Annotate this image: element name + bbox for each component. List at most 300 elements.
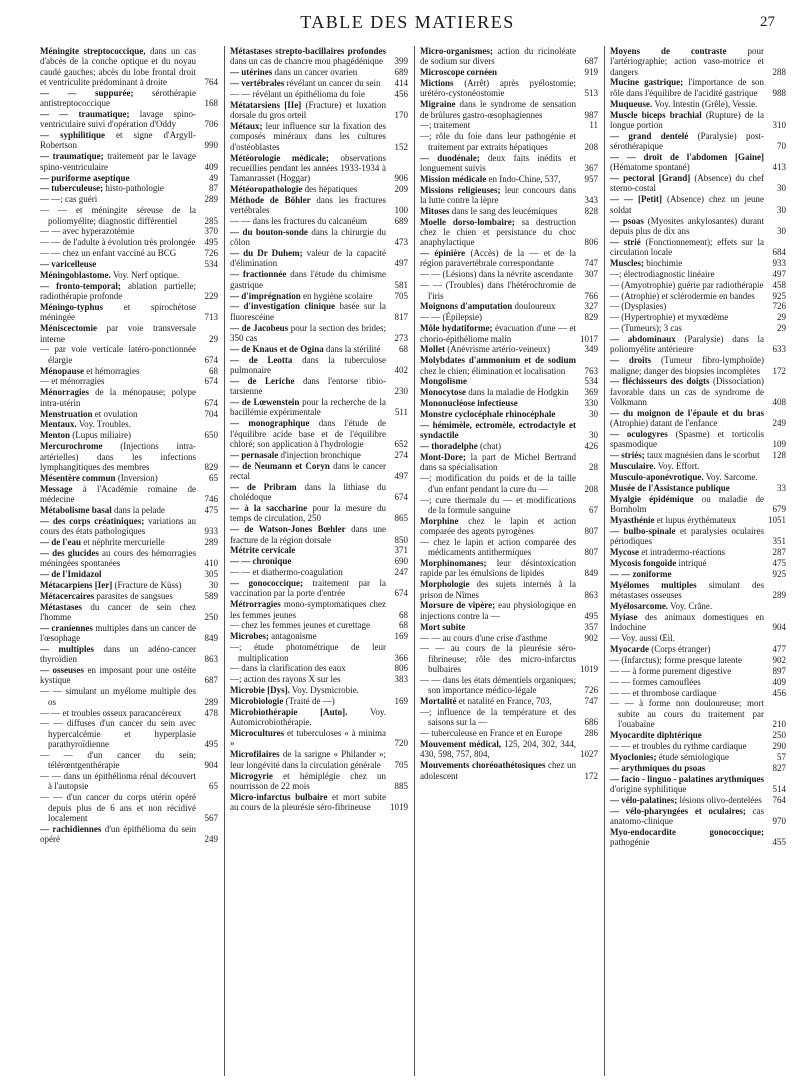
- entry-page-number: 849: [584, 568, 598, 579]
- entry-page-number: 343: [584, 194, 598, 205]
- index-entry: [610, 741, 786, 751]
- entry-headword: — traumatique;: [40, 151, 104, 162]
- entry-text: (Anévrisme artério-veineux): [447, 344, 550, 355]
- entry-page-number: 172: [772, 365, 786, 376]
- entry-page-number: 904: [204, 760, 218, 771]
- index-entry: [610, 323, 786, 333]
- entry-headword: — utérines: [230, 67, 273, 78]
- index-entry: [610, 752, 786, 762]
- entry-page-number: 49: [209, 172, 218, 183]
- entry-headword: — de Leriche: [230, 375, 295, 386]
- index-entry: [230, 503, 408, 524]
- index-entry: [610, 827, 786, 848]
- entry-page-number: 684: [772, 246, 786, 257]
- index-entry: [40, 183, 218, 193]
- entry-headword: — droits: [610, 355, 652, 366]
- entry-page-number: 534: [204, 259, 218, 270]
- entry-page-number: 534: [584, 376, 598, 387]
- index-entry: [610, 580, 786, 601]
- index-entry: [610, 131, 786, 152]
- entry-page-number: 704: [204, 408, 218, 419]
- entry-headword: — — [Petit]: [610, 194, 662, 205]
- index-entry: [610, 795, 786, 805]
- entry-text: action du ricinoléate de sodium sur divers: [420, 46, 576, 67]
- index-entry: [420, 323, 598, 344]
- entry-headword: Mitoses: [420, 205, 450, 216]
- entry-page-number: 28: [589, 462, 598, 473]
- entry-page-number: 513: [584, 88, 598, 99]
- entry-headword: — craniennes: [40, 622, 93, 633]
- entry-headword: — striés;: [610, 450, 645, 461]
- index-entry: [230, 674, 408, 684]
- entry-text: (Paralysie) post-sérothérapique: [610, 130, 765, 152]
- entry-headword: Métacarpiens [Ier]: [40, 579, 113, 590]
- entry-page-number: 456: [772, 687, 786, 698]
- index-entry: [40, 484, 218, 505]
- index-entry: [230, 685, 408, 695]
- index-entry: [420, 760, 598, 781]
- entry-page-number: 128: [772, 450, 786, 461]
- entry-text: et spirochétose méningée: [40, 302, 196, 323]
- index-entry: [610, 601, 786, 611]
- entry-text: lavage spino-ventriculaire suivi d'opération d'Oddy: [40, 108, 197, 130]
- index-entry: [420, 67, 598, 77]
- index-entry: [420, 622, 598, 632]
- index-entry: [610, 291, 786, 301]
- entry-headword: Message: [40, 483, 73, 494]
- entry-page-number: 690: [394, 556, 408, 567]
- entry-headword: Mentaux.: [40, 419, 77, 430]
- entry-page-number: 369: [584, 387, 598, 398]
- entry-headword: Monocytose: [420, 387, 466, 398]
- entry-text: des animaux domestiques en Indochine: [610, 611, 765, 633]
- entry-page-number: 285: [204, 215, 218, 226]
- entry-text: — — révélant un épithélioma du foie: [230, 88, 365, 99]
- entry-headword: — thoradelphe: [420, 441, 478, 452]
- entry-text: — — au cours de la pleurésie séro-fibrineuse; rôle des micro-infarctus bulbaires: [420, 643, 576, 674]
- entry-page-number: 828: [584, 205, 598, 216]
- index-entry: [230, 397, 408, 418]
- entry-page-number: 402: [394, 365, 408, 375]
- index-entry: [40, 323, 218, 344]
- entry-text: — — dans les fractures du calcanéum: [230, 216, 367, 227]
- entry-text: et lupus érythémateux: [656, 515, 737, 526]
- entry-page-number: 885: [394, 780, 408, 791]
- entry-headword: Mouvement médical,: [420, 739, 502, 750]
- column-divider: [414, 46, 415, 1076]
- entry-page-number: 170: [394, 110, 408, 121]
- entry-headword: — du moignon de l'épaule et du bras: [610, 407, 764, 418]
- index-entry: [40, 750, 218, 771]
- entry-page-number: 988: [772, 87, 786, 98]
- index-entry: [230, 461, 408, 482]
- entry-text: au cours des hémorragies méningées spontanées: [40, 547, 197, 569]
- entry-page-number: 495: [204, 237, 218, 248]
- index-entry: [420, 398, 598, 408]
- index-entry: [230, 450, 408, 460]
- index-entry: [40, 409, 218, 419]
- index-entry: [420, 78, 598, 99]
- entry-headword: — pectoral [Grand]: [610, 173, 691, 184]
- entry-text: chez le chien; élimination et localisation: [420, 365, 566, 376]
- entry-page-number: 109: [772, 439, 786, 450]
- index-entry: [610, 763, 786, 773]
- entry-page-number: 289: [204, 696, 218, 707]
- index-entry: [40, 259, 218, 269]
- entry-headword: — gonococcique;: [230, 578, 303, 589]
- index-entry: [40, 248, 218, 258]
- index-column-3: [420, 46, 598, 1076]
- entry-text: histo-pathologie: [105, 183, 164, 194]
- index-entry: [420, 99, 598, 120]
- entry-text: mono-symptomatiques chez les femmes jeunes: [230, 599, 387, 620]
- index-entry: [420, 355, 598, 376]
- page-title: TABLE DES MATIERES: [300, 12, 515, 32]
- entry-page-number: 70: [777, 141, 786, 152]
- entry-text: simulant des métastases osseuses: [610, 579, 764, 601]
- entry-text: dans un adéno-cancer thyroïdien: [40, 644, 196, 665]
- index-entry: [610, 280, 786, 290]
- entry-page-number: 817: [394, 311, 408, 322]
- entry-page-number: 933: [204, 525, 218, 536]
- index-entry: [610, 472, 786, 482]
- entry-page-number: 689: [394, 216, 408, 227]
- entry-text: de la sarigne « Philander »; leur longévité dans la circulation générale: [230, 749, 386, 770]
- entry-text: (Spasme) et torticolis spasmodique: [610, 429, 764, 450]
- entry-text: Voy. Intestin (Grêle), Vessie.: [654, 98, 758, 109]
- entry-page-number: 30: [777, 225, 786, 236]
- entry-page-number: 152: [394, 141, 408, 152]
- entry-text: (Traité de —): [285, 696, 335, 707]
- index-entry: [40, 708, 218, 718]
- entry-headword: Myélosarcome.: [610, 601, 669, 612]
- entry-text: pour la mesure du temps de circulation, 250: [230, 503, 387, 524]
- index-entry: [610, 494, 786, 515]
- entry-headword: — fractionnée: [230, 269, 287, 280]
- entry-text: révélant un cancer du sein: [286, 78, 381, 89]
- index-entry: [610, 612, 786, 633]
- entry-text: dans l'étude du chimisme gastrique: [230, 269, 387, 290]
- entry-page-number: 210: [772, 719, 786, 730]
- entry-headword: — — chronique: [230, 556, 292, 567]
- index-entry: [230, 663, 408, 673]
- index-entry: [230, 771, 408, 792]
- entry-headword: Myiase: [610, 611, 638, 622]
- entry-text: — — (Épilepsie): [420, 312, 482, 323]
- entry-text: et néphrite mercurielle: [83, 536, 165, 547]
- entry-headword: Musculaire.: [610, 461, 656, 472]
- index-entry: [40, 237, 218, 247]
- entry-text: — — et troubles osseux paracancéreux: [40, 707, 182, 718]
- entry-headword: Ménorragies: [40, 387, 89, 398]
- entry-text: eau physiologique en injections contre la —: [420, 600, 577, 621]
- page-header: [40, 10, 775, 40]
- index-entry: [40, 376, 218, 386]
- entry-text: (Absence) chez un jeune soldat: [610, 194, 764, 215]
- entry-headword: Mort subite: [420, 621, 466, 632]
- entry-text: 125, 204, 302, 344, 430, 598, 757, 804,: [420, 739, 576, 760]
- entry-page-number: 497: [394, 258, 408, 269]
- entry-page-number: 633: [772, 344, 786, 355]
- entry-headword: Métaux;: [230, 121, 263, 132]
- entry-page-number: 11: [589, 120, 598, 131]
- entry-headword: — arythmiques du psoas: [610, 762, 706, 773]
- entry-text: Voy. Dysmicrobie.: [291, 685, 359, 696]
- entry-text: — — de l'adulte à évolution très prolongée: [40, 237, 196, 248]
- entry-text: —; électrodiagnostic linéaire: [610, 268, 715, 279]
- index-entry: [420, 495, 598, 516]
- entry-page-number: 287: [772, 547, 786, 558]
- entry-page-number: 366: [394, 652, 408, 663]
- entry-text: — (Infarctus); forme presque latente: [610, 654, 742, 665]
- entry-page-number: 310: [772, 119, 786, 130]
- entry-text: — — (Lésions) dans la névrite ascendante: [420, 269, 573, 280]
- entry-page-number: 367: [584, 162, 598, 173]
- entry-text: sa destruction chez le chien et persistance du choc anaphylactique: [420, 216, 577, 248]
- index-entry: [230, 418, 408, 449]
- index-entry: [40, 130, 218, 151]
- entry-headword: — strié: [610, 236, 641, 247]
- entry-text: ablation partielle; radiothérapie profonde: [40, 280, 196, 302]
- index-entry: [610, 655, 786, 665]
- entry-page-number: 29: [209, 333, 218, 344]
- entry-page-number: 581: [394, 279, 408, 290]
- entry-headword: Myalgie épidémique: [610, 493, 694, 504]
- entry-text: du cancer de sein chez l'homme: [40, 601, 197, 622]
- entry-page-number: 705: [394, 290, 408, 301]
- entry-page-number: 674: [204, 397, 218, 408]
- index-entry: [610, 258, 786, 268]
- index-entry: [40, 686, 218, 707]
- entry-headword: Ménopause: [40, 365, 85, 376]
- entry-headword: Myélomes multiples: [610, 579, 697, 590]
- index-entry: [610, 429, 786, 450]
- entry-page-number: 57: [777, 751, 786, 762]
- entry-headword: — multiples: [40, 644, 95, 654]
- entry-page-number: 399: [394, 56, 408, 67]
- entry-page-number: 970: [772, 815, 786, 826]
- index-entry: [230, 631, 408, 641]
- index-entry: [420, 441, 598, 451]
- entry-text: —; action des rayons X sur les: [230, 674, 341, 685]
- entry-headword: Muscles;: [610, 257, 644, 268]
- entry-headword: — bulbo-spinale: [610, 525, 676, 536]
- column-divider: [604, 46, 605, 1076]
- entry-text: —; influence de la température et des saisons sur la —: [420, 706, 576, 728]
- entry-text: — — à forme non douloureuse; mort subite au cours du traitement par l'ouabaïne: [610, 698, 764, 730]
- entry-headword: Mortalité: [420, 696, 457, 707]
- index-entry: [610, 698, 786, 729]
- entry-page-number: 902: [584, 632, 598, 643]
- entry-text: dans le cancer rectal: [230, 460, 386, 481]
- entry-text: par voie transversale interne: [40, 323, 197, 344]
- entry-page-number: 674: [204, 354, 218, 365]
- index-entry: [610, 633, 786, 643]
- entry-text: — (Amyotrophie) guérie par radiothérapie: [610, 279, 764, 290]
- entry-page-number: 100: [394, 205, 408, 216]
- index-entry: [610, 806, 786, 827]
- entry-text: — — et thrombose cardiaque: [610, 687, 717, 698]
- index-entry: [40, 173, 218, 183]
- entry-page-number: 30: [777, 183, 786, 194]
- entry-text: de la ménopause; polype intra-utérin: [40, 387, 196, 408]
- entry-page-number: 250: [204, 611, 218, 622]
- index-entry: [230, 291, 408, 301]
- entry-text: — tuberculeuse en France et en Europe: [420, 728, 562, 739]
- entry-text: — — chez un enfant vacciné au BCG: [40, 248, 177, 259]
- entry-text: —; modification du poids et de la taille d'un enfant pendant la cure du —: [420, 473, 576, 494]
- entry-page-number: 478: [204, 707, 218, 718]
- index-entry: [230, 323, 408, 344]
- entry-headword: — d'investigation clinique: [230, 301, 336, 312]
- entry-page-number: 30: [589, 409, 598, 420]
- entry-text: antagonisme: [271, 631, 317, 642]
- entry-page-number: 686: [584, 717, 598, 728]
- entry-page-number: 247: [394, 567, 408, 578]
- entry-headword: — à la saccharine: [230, 503, 308, 514]
- entry-text: — — simulant un myélome multiple des os: [40, 686, 196, 707]
- entry-page-number: 357: [584, 621, 598, 632]
- entry-page-number: 897: [772, 665, 786, 676]
- entry-text: traitement par la vaccination par la porte d'entrée: [230, 578, 386, 599]
- entry-text: — dans la clarification des eaux: [230, 663, 346, 674]
- entry-page-number: 863: [204, 654, 218, 665]
- entry-page-number: 409: [772, 676, 786, 687]
- entry-text: (Inversion): [117, 472, 158, 483]
- entry-page-number: 370: [204, 226, 218, 237]
- index-entry: [40, 718, 218, 749]
- entry-page-number: 764: [204, 76, 218, 87]
- index-entry: [420, 420, 598, 441]
- entry-page-number: 67: [589, 504, 598, 515]
- entry-text: traitement par le lavage spino-ventriculaire: [40, 151, 196, 172]
- entry-text: et intradermo-réactions: [641, 547, 725, 558]
- entry-text: taux magnésien dans le scorbut: [647, 450, 760, 461]
- index-entry: [610, 450, 786, 460]
- entry-headword: Micro-organismes;: [420, 46, 493, 56]
- entry-text: variations au cours des états pathologiques: [40, 515, 196, 536]
- entry-text: (chat): [480, 441, 501, 452]
- entry-page-number: 706: [204, 119, 218, 130]
- entry-text: dans la maladie de Hodgkin: [468, 387, 569, 398]
- entry-headword: — vélo-pharyngées et oculaires;: [610, 805, 746, 816]
- index-entry: [420, 280, 598, 301]
- entry-headword: — fronto-temporal;: [40, 280, 121, 291]
- entry-page-number: 687: [204, 675, 218, 686]
- entry-page-number: 473: [394, 237, 408, 248]
- index-entry: [420, 206, 598, 216]
- index-entry: [40, 591, 218, 601]
- index-entry: [230, 153, 408, 184]
- index-entry: [230, 100, 408, 121]
- index-entry: [40, 537, 218, 547]
- entry-page-number: 288: [772, 66, 786, 77]
- page-number: 27: [760, 14, 775, 30]
- index-column-1: [40, 46, 218, 1076]
- entry-page-number: 652: [394, 438, 408, 449]
- entry-page-number: 172: [584, 770, 598, 781]
- entry-headword: Métastases strepto-bacillaires profondes: [230, 46, 386, 56]
- index-entry: [610, 77, 786, 98]
- entry-page-number: 567: [204, 812, 218, 823]
- entry-page-number: 65: [209, 472, 218, 483]
- entry-text: —; cure thermale du — et modifications de la formule sanguine: [420, 494, 576, 515]
- index-entry: [230, 67, 408, 77]
- index-entry: [610, 569, 786, 579]
- index-entry: [230, 269, 408, 290]
- entry-headword: Moyens de contraste: [610, 46, 727, 56]
- entry-page-number: 68: [399, 343, 408, 354]
- index-entry: [420, 728, 598, 738]
- entry-page-number: 674: [394, 588, 408, 599]
- entry-text: dans la tuberculose pulmonaire: [230, 354, 386, 375]
- entry-text: — chez les femmes jeunes et curettage: [230, 620, 370, 631]
- entry-page-number: 305: [204, 568, 218, 579]
- index-entry: [420, 537, 598, 558]
- entry-text: leur concours dans la lutte contre la lèpre: [420, 184, 577, 205]
- index-entry: [610, 526, 786, 547]
- entry-page-number: 426: [584, 441, 598, 452]
- entry-text: — — et diathermo-coagulation: [230, 567, 343, 578]
- entry-headword: — de l'Imidazol: [40, 568, 102, 579]
- entry-page-number: 689: [394, 67, 408, 78]
- entry-headword: — de Watson-Jones Bœhler: [230, 524, 346, 535]
- index-entry: [40, 548, 218, 569]
- entry-headword: Muqueuse.: [610, 98, 653, 109]
- index-entry: [230, 545, 408, 555]
- entry-page-number: 30: [777, 204, 786, 215]
- entry-text: lésions olivo-dentelées: [679, 794, 762, 805]
- entry-text: dans le syndrome de sensation de brûlures gastro-œsophagiennes: [420, 99, 577, 120]
- index-entry: [610, 334, 786, 355]
- index-entry: [40, 270, 218, 280]
- entry-headword: Myasthénie: [610, 515, 655, 526]
- entry-page-number: 865: [394, 513, 408, 524]
- entry-text: et paralysies oculaires périodiques: [610, 525, 764, 547]
- column-divider: [224, 46, 225, 1076]
- entry-headword: Mercurochrome: [40, 441, 103, 452]
- entry-page-number: 307: [584, 269, 598, 280]
- entry-page-number: 289: [772, 590, 786, 601]
- index-column-4: [610, 46, 786, 1076]
- index-entry: [230, 227, 408, 248]
- entry-headword: — — zoniforme: [610, 568, 672, 579]
- entry-text: valeur de la capacité d'élimination: [230, 248, 387, 269]
- index-entry: [230, 121, 408, 152]
- entry-page-number: 383: [394, 674, 408, 685]
- entry-text: (Rupture) de la longue portion: [610, 109, 764, 130]
- entry-headword: Météorologie médicale;: [230, 152, 329, 163]
- entry-text: et hémiplégie chez un nourrisson de 22 mois: [230, 770, 387, 791]
- entry-page-number: 849: [204, 633, 218, 644]
- entry-headword: Migraine: [420, 99, 456, 110]
- entry-text: et signe d'Argyll-Robertson: [40, 130, 197, 151]
- index-entry: [230, 355, 408, 376]
- index-entry: [610, 301, 786, 311]
- entry-page-number: 1019: [390, 802, 408, 813]
- entry-text: des sujets internés à la prison de Nîmes: [420, 579, 577, 600]
- index-entry: [420, 153, 598, 174]
- entry-page-number: 720: [394, 738, 408, 749]
- entry-text: et ovulation: [94, 408, 138, 419]
- index-entry: [420, 174, 598, 184]
- index-entry: [610, 483, 786, 493]
- index-entry: [40, 302, 218, 323]
- index-entry: [420, 185, 598, 206]
- entry-page-number: 273: [394, 332, 408, 343]
- entry-headword: — — droit de l'abdomen [Gaine]: [610, 151, 764, 162]
- index-entry: [420, 473, 598, 494]
